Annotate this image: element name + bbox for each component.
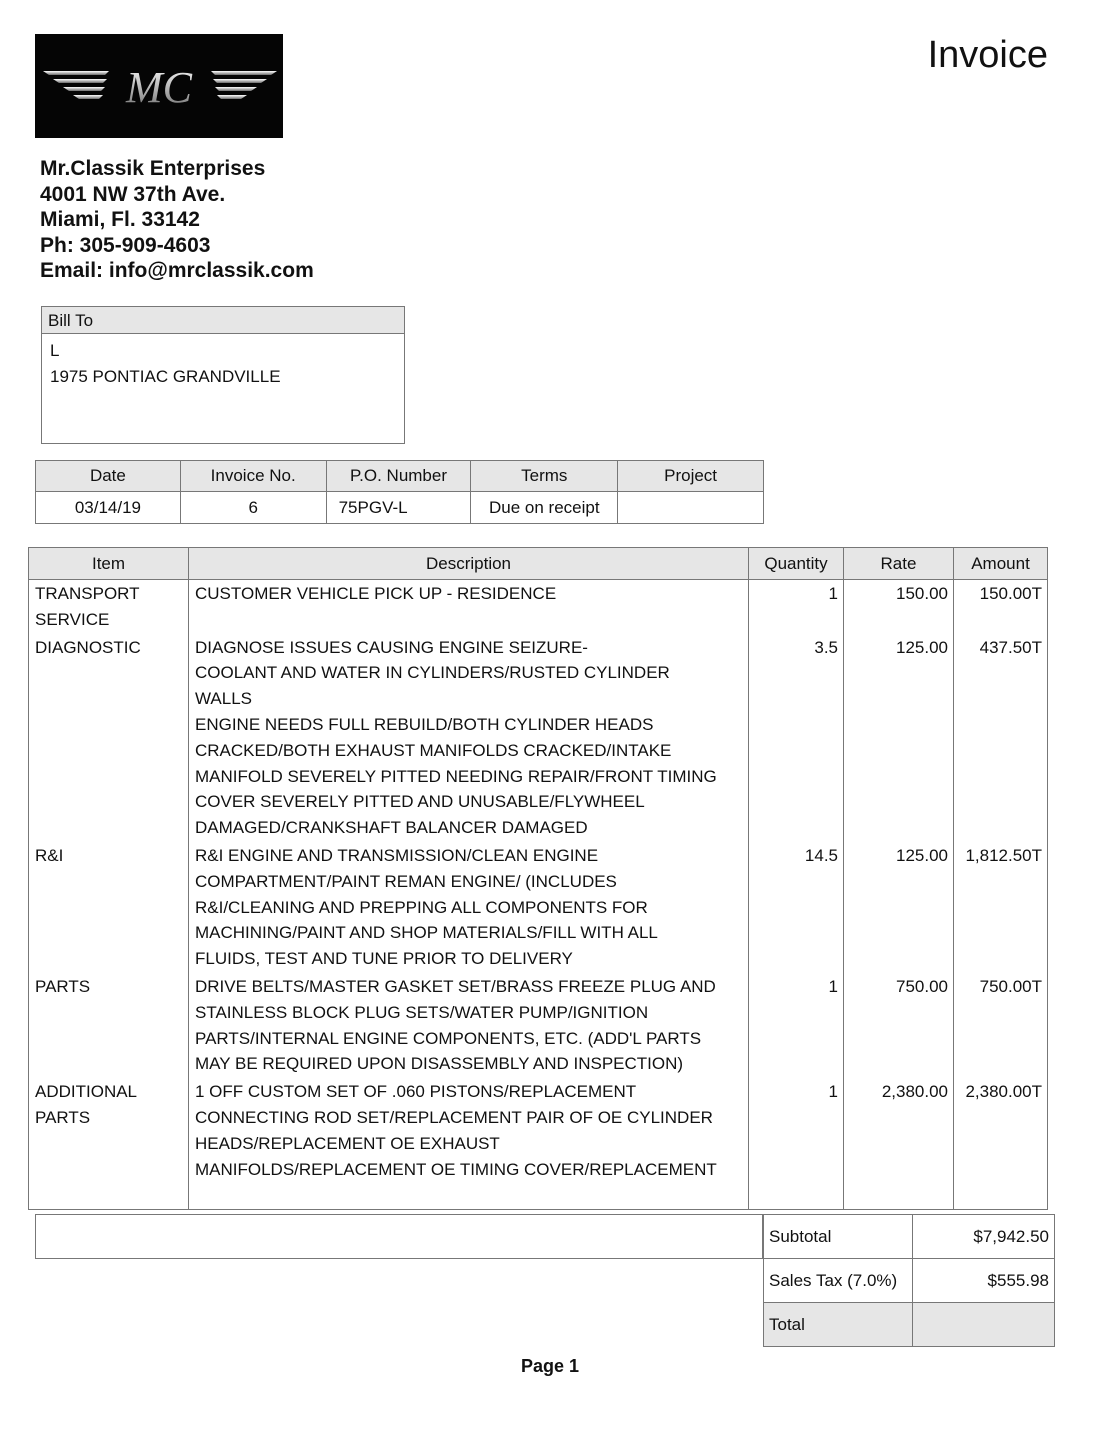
meta-header-terms: Terms [471, 461, 618, 492]
items-header-description: Description [189, 548, 749, 580]
quantity-cell: 3.5 [749, 634, 844, 842]
logo-text: MC [126, 63, 192, 112]
description-line: CRACKED/BOTH EXHAUST MANIFOLDS CRACKED/INTAKE [195, 740, 672, 760]
line-items-table [28, 547, 1048, 1210]
company-email: Email: info@mrclassik.com [40, 259, 314, 282]
quantity-cell: 14.5 [749, 842, 844, 973]
subtotal-label: Subtotal [764, 1215, 913, 1259]
amount-cell: 750.00T [954, 973, 1048, 1078]
description-cell [189, 842, 749, 973]
bill-to-box [41, 306, 405, 444]
bill-to-line: L [50, 341, 60, 360]
item-name-line: PARTS [35, 976, 91, 996]
item-cell [29, 1078, 189, 1209]
description-cell [189, 580, 749, 634]
quantity-cell: 1 [749, 580, 844, 634]
amount-cell: 1,812.50T [954, 842, 1048, 973]
totals-table [763, 1214, 1055, 1347]
meta-terms: Due on receipt [471, 492, 618, 524]
description-line: CUSTOMER VEHICLE PICK UP - RESIDENCE [195, 584, 557, 603]
company-name: Mr.Classik Enterprises [40, 157, 266, 180]
description-line: HEADS/REPLACEMENT OE EXHAUST [195, 1133, 500, 1153]
invoice-meta-table [35, 460, 764, 524]
company-info [40, 156, 314, 284]
description-line: MANIFOLDS/REPLACEMENT OE TIMING COVER/REPLACEMENT [195, 1159, 717, 1179]
company-city: Miami, Fl. 33142 [40, 208, 200, 231]
description-line: MANIFOLD SEVERELY PITTED NEEDING REPAIR/FRONT TIMING [195, 766, 717, 786]
company-address: 4001 NW 37th Ave. [40, 182, 226, 206]
sales-tax-value: $555.98 [913, 1259, 1055, 1303]
description-cell [189, 634, 749, 842]
description-line: R&I ENGINE AND TRANSMISSION/CLEAN ENGINE [195, 845, 599, 865]
rate-cell: 750.00 [844, 973, 954, 1078]
items-header-item: Item [29, 548, 189, 580]
description-line: WALLS [195, 689, 253, 709]
table-row [29, 842, 1048, 973]
total-value [913, 1303, 1055, 1347]
company-phone: Ph: 305-909-4603 [40, 233, 211, 257]
meta-invoice-no: 6 [180, 492, 326, 524]
amount-cell: 2,380.00T [954, 1078, 1048, 1209]
meta-po-number: 75PGV-L [326, 492, 471, 524]
description-line: CONNECTING ROD SET/REPLACEMENT PAIR OF OE CYLINDER [195, 1107, 713, 1127]
item-name-line: PARTS [35, 1107, 91, 1127]
table-row [29, 973, 1048, 1078]
total-label: Total [764, 1303, 913, 1347]
description-line: FLUIDS, TEST AND TUNE PRIOR TO DELIVERY [195, 949, 573, 969]
mc-wings-logo-icon [35, 34, 283, 138]
invoice-note-box [35, 1214, 763, 1259]
meta-header-po-number: P.O. Number [326, 461, 471, 492]
items-header-rate: Rate [844, 548, 954, 580]
description-line: MAY BE REQUIRED UPON DISASSEMBLY AND INSPECTION) [195, 1054, 684, 1074]
bill-to-body [42, 334, 404, 390]
description-line [195, 607, 747, 633]
items-header-amount: Amount [954, 548, 1048, 580]
description-cell [189, 1078, 749, 1209]
meta-header-project: Project [618, 461, 764, 492]
description-line: R&I/CLEANING AND PREPPING ALL COMPONENTS FOR [195, 897, 648, 917]
item-cell [29, 973, 189, 1078]
item-cell [29, 580, 189, 634]
description-line: COMPARTMENT/PAINT REMAN ENGINE/ (INCLUDES [195, 871, 617, 891]
description-line: COVER SEVERELY PITTED AND UNUSABLE/FLYWHEEL [195, 792, 645, 812]
description-line: ENGINE NEEDS FULL REBUILD/BOTH CYLINDER HEADS [195, 714, 654, 734]
page-number: Page 1 [520, 1356, 580, 1376]
description-line: DRIVE BELTS/MASTER GASKET SET/BRASS FREEZE PLUG AND [195, 976, 716, 996]
description-line: COOLANT AND WATER IN CYLINDERS/RUSTED CYLINDER [195, 663, 670, 683]
items-header-quantity: Quantity [749, 548, 844, 580]
meta-header-invoice-no: Invoice No. [180, 461, 326, 492]
rate-cell: 2,380.00 [844, 1078, 954, 1209]
meta-project [618, 492, 764, 524]
item-name-line: ADDITIONAL [35, 1082, 138, 1102]
rate-cell: 150.00 [844, 580, 954, 634]
bill-to-line: 1975 PONTIAC GRANDVILLE [50, 367, 281, 386]
item-name-line: SERVICE [35, 609, 110, 629]
quantity-cell: 1 [749, 973, 844, 1078]
description-line: MACHINING/PAINT AND SHOP MATERIALS/FILL WITH ALL [195, 923, 658, 943]
item-name-line: DIAGNOSTIC [35, 637, 141, 657]
amount-cell: 437.50T [954, 634, 1048, 842]
description-line: DIAGNOSE ISSUES CAUSING ENGINE SEIZURE- [195, 637, 588, 657]
description-cell [189, 973, 749, 1078]
company-logo [35, 34, 283, 138]
description-line: 1 OFF CUSTOM SET OF .060 PISTONS/REPLACEMENT [195, 1082, 637, 1102]
description-line [195, 1182, 747, 1208]
meta-header-date: Date [36, 461, 181, 492]
rate-cell: 125.00 [844, 842, 954, 973]
subtotal-value: $7,942.50 [913, 1215, 1055, 1259]
table-row [29, 580, 1048, 634]
description-line: DAMAGED/CRANKSHAFT BALANCER DAMAGED [195, 818, 588, 838]
item-name-line: R&I [35, 845, 64, 865]
table-row [29, 1078, 1048, 1209]
description-line: PARTS/INTERNAL ENGINE COMPONENTS, ETC. (ADD'L PARTS [195, 1028, 702, 1048]
item-cell [29, 634, 189, 842]
table-row [29, 634, 1048, 842]
document-title: Invoice [927, 34, 1048, 76]
item-name-line: TRANSPORT [35, 584, 140, 603]
quantity-cell: 1 [749, 1078, 844, 1209]
meta-date: 03/14/19 [36, 492, 181, 524]
amount-cell: 150.00T [954, 580, 1048, 634]
description-line: STAINLESS BLOCK PLUG SETS/WATER PUMP/IGNITION [195, 1002, 649, 1022]
rate-cell: 125.00 [844, 634, 954, 842]
sales-tax-label: Sales Tax (7.0%) [764, 1259, 913, 1303]
bill-to-header: Bill To [42, 307, 404, 334]
item-cell [29, 842, 189, 973]
